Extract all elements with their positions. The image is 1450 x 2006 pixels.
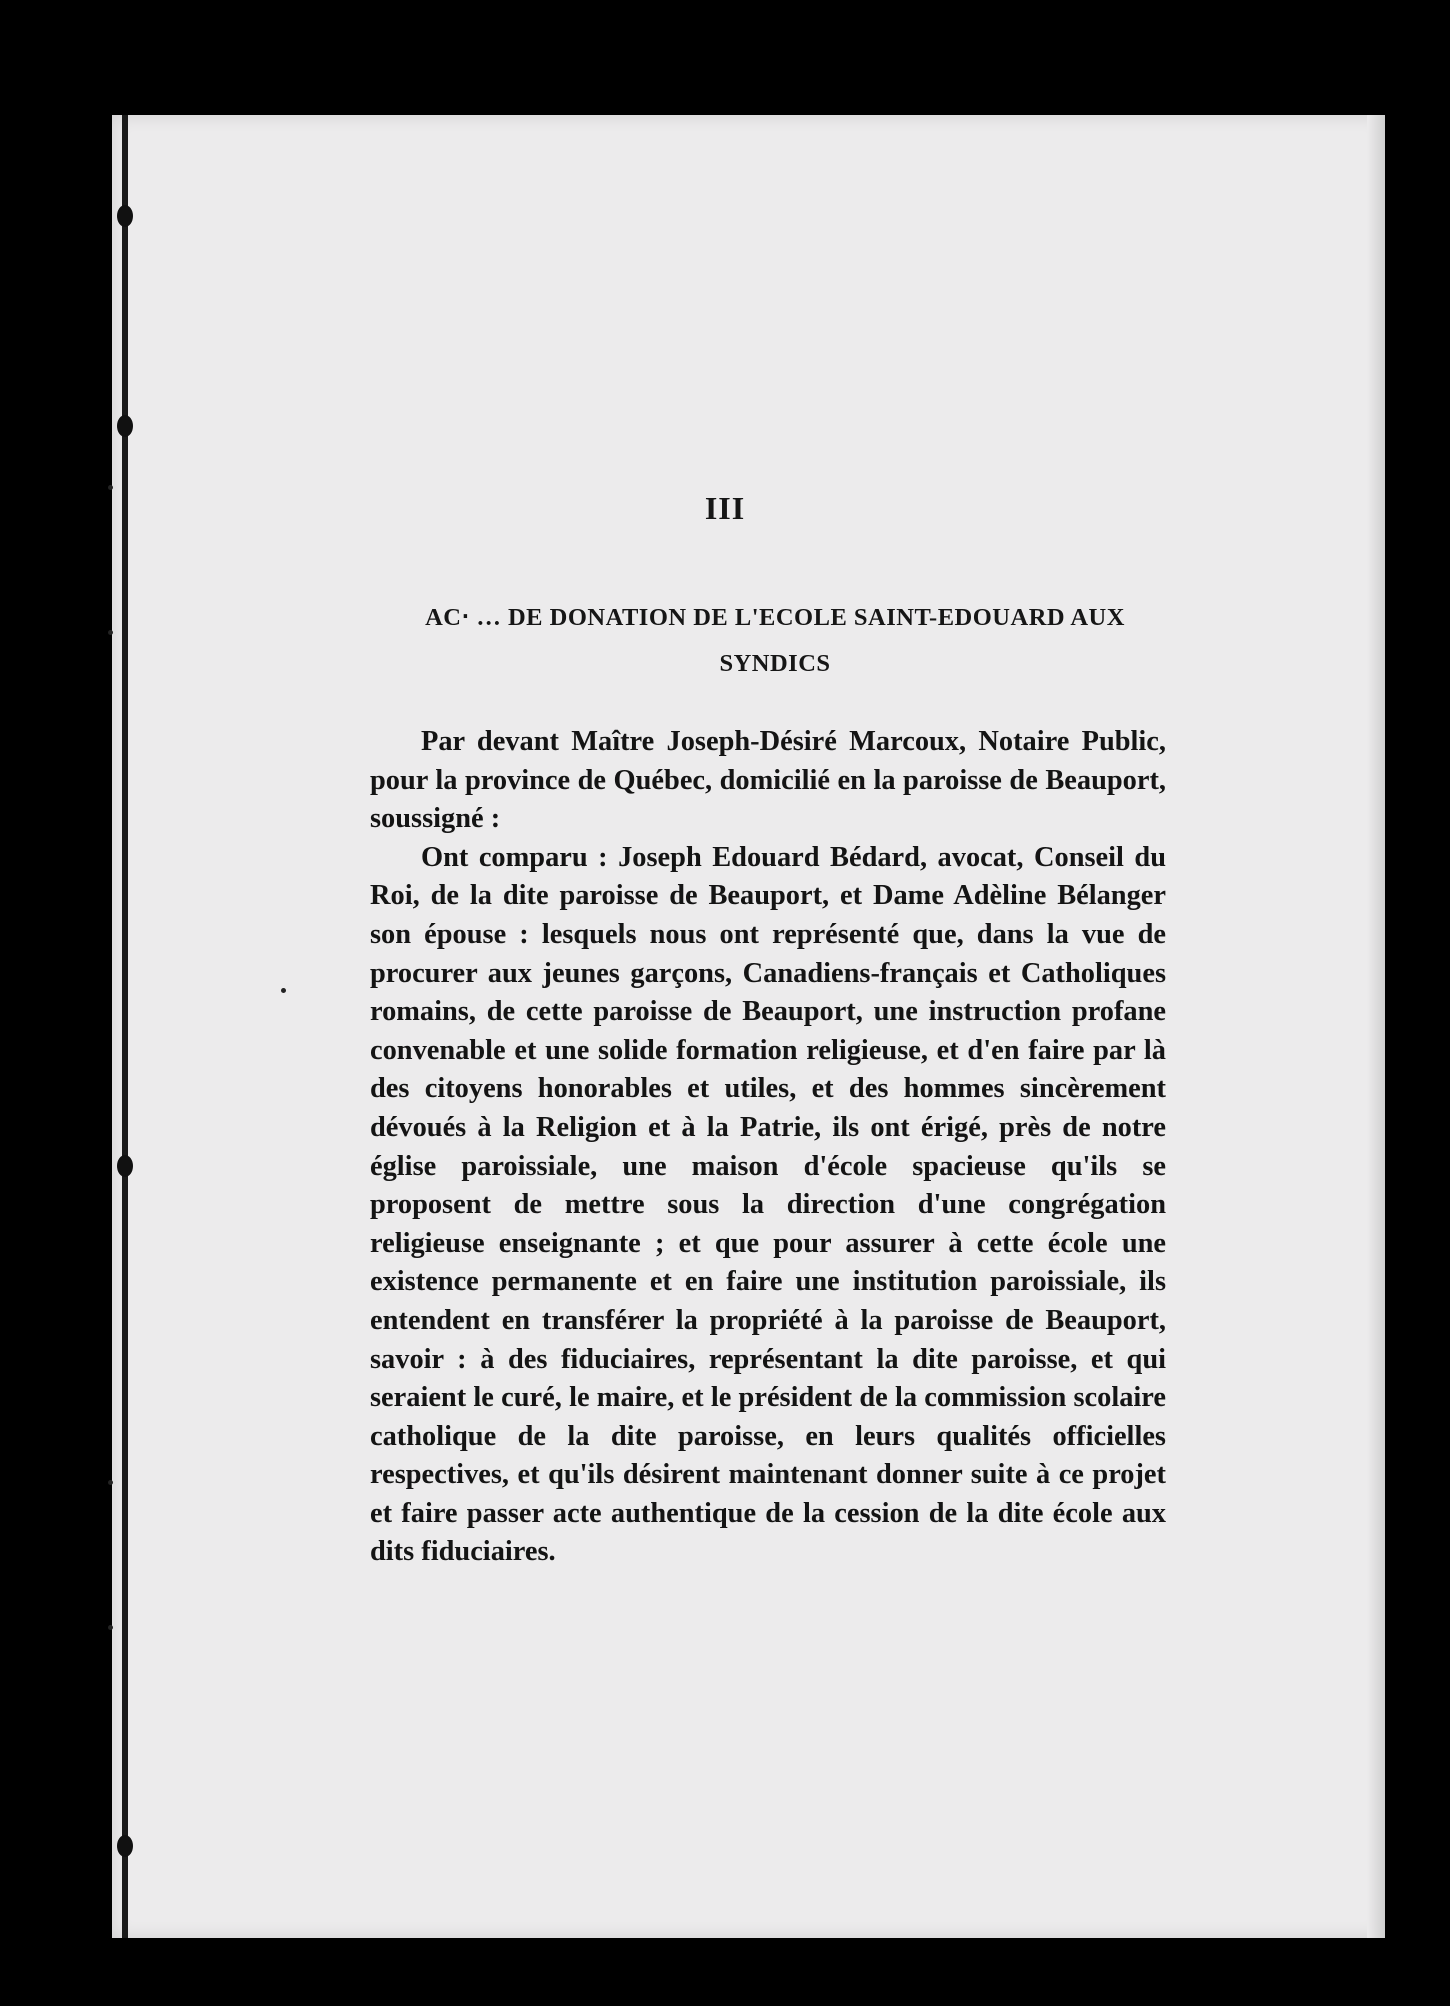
binding-stitch [117,1155,133,1177]
scan-speck [108,1625,113,1630]
scan-speck [108,1480,113,1485]
binding-stitch [117,205,133,227]
binding-stitch [117,415,133,437]
document-title: AC‧ … DE DONATION DE L'ECOLE SAINT-EDOUARD AUX SYNDICS [425,604,1125,677]
paragraph: Ont comparu : Joseph Edouard Bédard, avocat, Conseil du Roi, de la dite paroisse de Beauport, et Dame Adèline Bélanger son épouse : lesquels nous ont représenté que, dans la vue de procurer aux jeunes garçons, Canadiens-français et Catholiques romains, de cette paroisse de Beauport, une instruction profane convenable et une solide formation religieuse, et d'en faire par là des citoyens honorables et utiles, et des hommes sincèrement dévoués à la Religion et à la Patrie, ils ont érigé, près de notre église paroissiale, une maison d'école spacieuse qu'ils se proposent de mettre sous la direction d'une congrégation religieuse enseignante ; et que pour assurer à cette école une existence permanente et en faire une institution paroissiale, ils entendent en transférer la propriété à la paroisse de Beauport, savoir : à des fiduciaires, représentant la dite paroisse, et qui seraient le curé, le maire, et le président de la commission scolaire catholique de la dite paroisse, en leurs qualités officielles respectives, et qu'ils désirent maintenant donner suite à ce projet et faire passer acte authentique de la cession de la dite école aux dits fiduciaires. [370,841,1166,1568]
chapter-number: III [704,490,746,526]
scan-speck [108,630,113,635]
binding-stitch [117,1835,133,1857]
body-text [370,723,1166,1572]
binding-edge [122,115,128,1938]
scan-speck [281,988,286,993]
paragraph: Par devant Maître Joseph-Désiré Marcoux, Notaire Public, pour la province de Québec, domicilié en la paroisse de Beauport, soussigné : [370,726,1166,835]
page-edge-shadow [1367,115,1385,1938]
